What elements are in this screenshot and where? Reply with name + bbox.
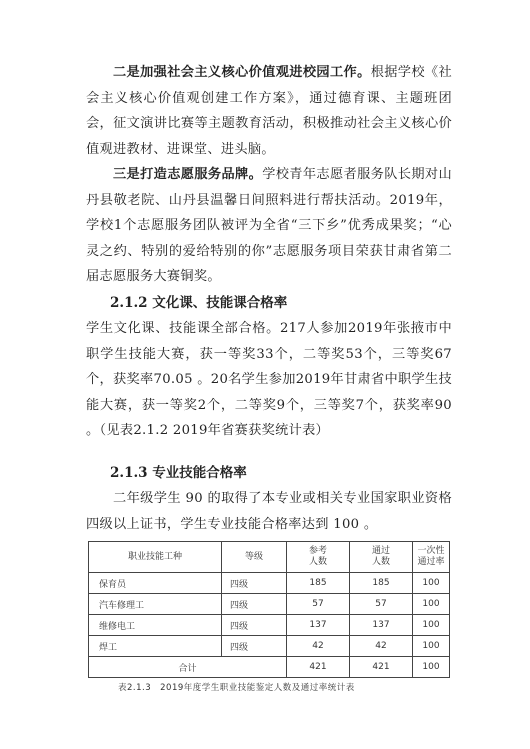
cell-tested: 185	[287, 573, 350, 594]
cell-rate: 100	[413, 594, 450, 615]
table-header-row	[89, 542, 450, 573]
section-heading-2-1-2: 2.1.2 文化课、技能课合格率	[110, 295, 288, 311]
cell-level: 四级	[222, 615, 287, 636]
paragraph-lead: 三是打造志愿服务品牌。	[113, 167, 263, 182]
cell-skill-type: 汽车修理工	[89, 594, 222, 615]
table-total-row	[89, 657, 450, 678]
cell-skill-type: 焊工	[89, 636, 222, 657]
cell-passed: 57	[350, 594, 413, 615]
table-row	[89, 636, 450, 657]
cell-skill-type: 维修电工	[89, 615, 222, 636]
cell-total-label: 合计	[89, 657, 287, 678]
cell-passed: 185	[350, 573, 413, 594]
paragraph-course-pass-rate: 学生文化课、技能课全部合格。217人参加2019年张掖市中职学生技能大赛，获一等奖33个，二等奖53个，三等奖67个，获奖率70.05 。20名学生参加2019年甘肃省中职学生技能大赛，获一等奖2个，二等奖9个，三等奖7个，获奖率90 。（见表2.1.2 2019年省赛获奖统计表）	[86, 321, 452, 438]
header-pass-rate: 一次性 通过率	[413, 542, 450, 573]
header-skill-type: 职业技能工种	[89, 542, 222, 573]
cell-rate: 100	[413, 615, 450, 636]
table-caption: 表2.1.3 2019年度学生职业技能鉴定人数及通过率统计表	[118, 683, 355, 693]
table-row	[89, 573, 450, 594]
header-level: 等级	[222, 542, 287, 573]
cell-passed: 137	[350, 615, 413, 636]
paragraph-text: 学校青年志愿者服务队长期对山丹县敬老院、山丹县温馨日间照料进行帮扶活动。2019年，学校1个志愿服务团队被评为全省“三下乡”优秀成果奖；“心灵之约、特别的爱给特别的你”志愿服务项目荣获甘肃省第二届志愿服务大赛铜奖。	[86, 167, 452, 284]
cell-skill-type: 保育员	[89, 573, 222, 594]
table-row	[89, 615, 450, 636]
cell-tested: 137	[287, 615, 350, 636]
cell-level: 四级	[222, 594, 287, 615]
table-row	[89, 594, 450, 615]
cell-level: 四级	[222, 636, 287, 657]
paragraph-text: 根据学校《社会主义核心价值观创建工作方案》，通过德育课、主题班团会，征文演讲比赛等主题教育活动，积极推动社会主义核心价值观进教材、进课堂、进头脑。	[86, 65, 452, 157]
cell-total-passed: 421	[350, 657, 413, 678]
header-passed-count: 通过 人数	[350, 542, 413, 573]
cell-total-tested: 421	[287, 657, 350, 678]
cell-rate: 100	[413, 636, 450, 657]
cell-total-rate: 100	[413, 657, 450, 678]
cell-tested: 57	[287, 594, 350, 615]
cell-level: 四级	[222, 573, 287, 594]
section-heading-2-1-3: 2.1.3 专业技能合格率	[110, 465, 247, 481]
skill-certification-table	[88, 541, 450, 678]
paragraph-volunteer	[86, 162, 452, 290]
paragraph-skill-pass-rate: 二年级学生 90 的取得了本专业或相关专业国家职业资格四级以上证书，学生专业技能合格率达到 100 。	[86, 491, 452, 532]
header-tested-count: 参考 人数	[287, 542, 350, 573]
paragraph-core-values	[86, 60, 452, 162]
cell-rate: 100	[413, 573, 450, 594]
cell-passed: 42	[350, 636, 413, 657]
paragraph-lead: 二是加强社会主义核心价值观进校园工作。	[113, 65, 371, 80]
cell-tested: 42	[287, 636, 350, 657]
